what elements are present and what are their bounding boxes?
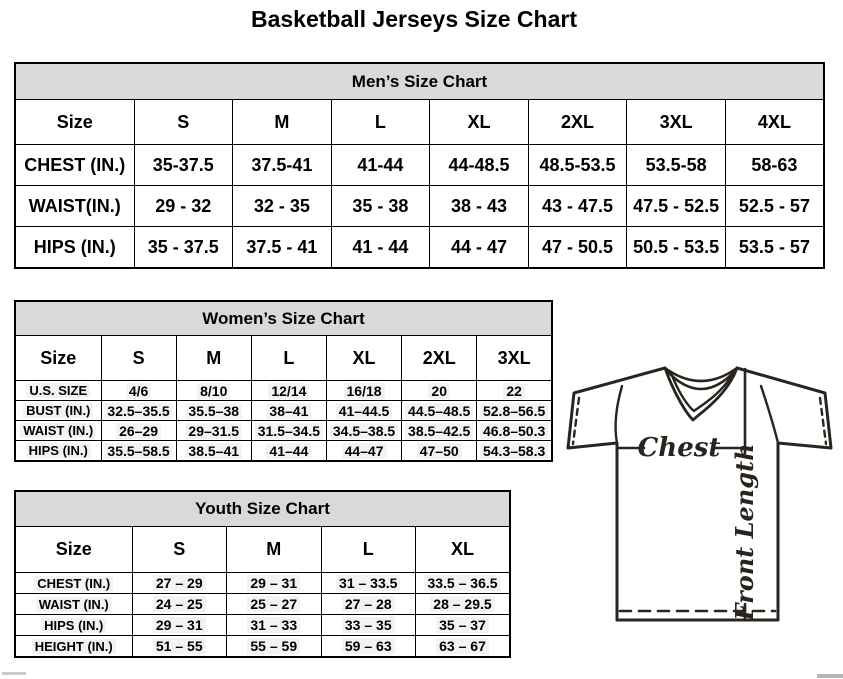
table-cell: 33.5 – 36.5 [416,573,511,594]
column-header: XL [326,336,401,381]
table-cell: 52.5 - 57 [725,186,824,227]
table-cell: 35 - 38 [331,186,430,227]
table-row [15,381,552,401]
table-row [15,636,510,658]
table-cell: 35.5–58.5 [101,441,176,462]
page-edge-fragment-left [2,672,26,675]
table-row [15,145,824,186]
table-cell: 12/14 [251,381,326,401]
row-label: HIPS (IN.) [15,441,101,462]
table-cell: 31.5–34.5 [251,421,326,441]
table-title: Youth Size Chart [15,491,510,527]
row-label: HEIGHT (IN.) [15,636,132,658]
table-cell: 34.5–38.5 [326,421,401,441]
size-corner-header: Size [15,336,101,381]
row-label: CHEST (IN.) [15,573,132,594]
table-cell: 27 – 29 [132,573,227,594]
column-header: 2XL [402,336,477,381]
jersey-diagram [556,352,843,632]
table-cell: 32.5–35.5 [101,401,176,421]
column-header: M [233,100,332,145]
column-header: S [134,100,233,145]
table-cell: 50.5 - 53.5 [627,227,726,269]
size-corner-header: Size [15,527,132,573]
page-title: Basketball Jerseys Size Chart [250,6,577,32]
row-label: CHEST (IN.) [15,145,134,186]
column-header-row [15,100,824,145]
table-row [15,573,510,594]
table-cell: 47–50 [402,441,477,462]
column-header: L [331,100,430,145]
table-cell: 38.5–41 [176,441,251,462]
womens-size-chart-table [14,300,553,462]
column-header: 3XL [627,100,726,145]
size-corner-header: Size [15,100,134,145]
table-cell: 26–29 [101,421,176,441]
table-cell: 51 – 55 [132,636,227,658]
table-cell: 38–41 [251,401,326,421]
table-title: Women’s Size Chart [15,301,552,336]
table-cell: 35 - 37.5 [134,227,233,269]
table-row [15,227,824,269]
table-cell: 58-63 [725,145,824,186]
column-header: 2XL [528,100,627,145]
front-length-label: Front Length [730,443,759,621]
table-row [15,441,552,462]
row-label: BUST (IN.) [15,401,101,421]
table-cell: 55 – 59 [227,636,322,658]
table-row [15,615,510,636]
row-label: U.S. SIZE [15,381,101,401]
table-cell: 22 [477,381,552,401]
table-cell: 29 - 32 [134,186,233,227]
column-header-row [15,527,510,573]
table-cell: 43 - 47.5 [528,186,627,227]
table-cell: 63 – 67 [416,636,511,658]
row-label: HIPS (IN.) [15,615,132,636]
table-cell: 52.8–56.5 [477,401,552,421]
row-label: WAIST (IN.) [15,594,132,615]
table-cell: 32 - 35 [233,186,332,227]
table-row [15,401,552,421]
row-label: HIPS (IN.) [15,227,134,269]
table-cell: 24 – 25 [132,594,227,615]
youth-size-chart-table [14,490,511,658]
table-title-band [15,63,824,100]
table-cell: 44–47 [326,441,401,462]
table-cell: 31 – 33 [227,615,322,636]
table-cell: 35 – 37 [416,615,511,636]
table-cell: 8/10 [176,381,251,401]
table-cell: 54.3–58.3 [477,441,552,462]
table-cell: 33 – 35 [321,615,416,636]
table-cell: 47 - 50.5 [528,227,627,269]
table-cell: 37.5 - 41 [233,227,332,269]
column-header-row [15,336,552,381]
table-cell: 37.5-41 [233,145,332,186]
table-title-band [15,301,552,336]
table-cell: 41–44.5 [326,401,401,421]
table-title: Men’s Size Chart [15,63,824,100]
table-cell: 29 – 31 [132,615,227,636]
table-cell: 59 – 63 [321,636,416,658]
column-header: S [101,336,176,381]
row-label: WAIST(IN.) [15,186,134,227]
table-cell: 35.5–38 [176,401,251,421]
column-header: L [321,527,416,573]
table-cell: 38 - 43 [430,186,529,227]
table-cell: 47.5 - 52.5 [627,186,726,227]
table-cell: 46.8–50.3 [477,421,552,441]
table-cell: 41-44 [331,145,430,186]
column-header: S [132,527,227,573]
table-row [15,594,510,615]
table-cell: 48.5-53.5 [528,145,627,186]
table-row [15,421,552,441]
table-cell: 16/18 [326,381,401,401]
table-cell: 44.5–48.5 [402,401,477,421]
column-header: M [176,336,251,381]
table-row [15,186,824,227]
table-cell: 44-48.5 [430,145,529,186]
table-cell: 41 - 44 [331,227,430,269]
table-cell: 31 – 33.5 [321,573,416,594]
column-header: XL [430,100,529,145]
column-header: L [251,336,326,381]
table-cell: 41–44 [251,441,326,462]
table-cell: 38.5–42.5 [402,421,477,441]
row-label: WAIST (IN.) [15,421,101,441]
page-edge-fragment-right [817,674,843,678]
mens-size-chart-table [14,62,825,269]
column-header: 3XL [477,336,552,381]
table-cell: 27 – 28 [321,594,416,615]
chest-label: Chest [637,433,721,463]
column-header: M [227,527,322,573]
table-cell: 44 - 47 [430,227,529,269]
table-cell: 25 – 27 [227,594,322,615]
table-cell: 53.5-58 [627,145,726,186]
table-cell: 29 – 31 [227,573,322,594]
table-cell: 20 [402,381,477,401]
column-header: XL [416,527,511,573]
table-cell: 35-37.5 [134,145,233,186]
table-cell: 29–31.5 [176,421,251,441]
table-cell: 28 – 29.5 [416,594,511,615]
table-cell: 53.5 - 57 [725,227,824,269]
table-cell: 4/6 [101,381,176,401]
table-title-band [15,491,510,527]
column-header: 4XL [725,100,824,145]
